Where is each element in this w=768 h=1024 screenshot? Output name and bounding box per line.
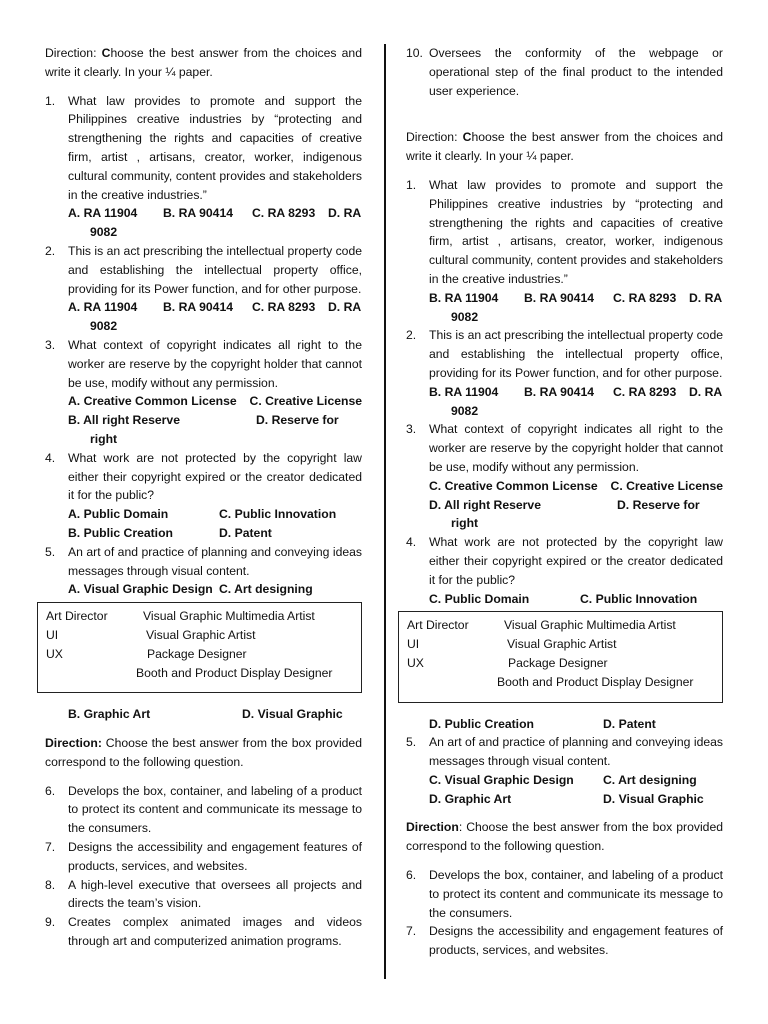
question-3: 3. What context of copyright indicates all right to the worker are reserve by the copyright holder that cannot be use, modify without any permission. — [45, 337, 362, 390]
direction-box: Direction: Choose the best answer from the box provided correspond to the following question. — [406, 820, 723, 854]
question-3-options: C. Creative Common License C. Creative License D. All right Reserve D. Reserve for right — [429, 478, 723, 531]
question-1: 1. What law provides to promote and support the Philippines creative industries by “protecting and strengthening the rights and capacities of creative firm, artist , artisans, creator, worker, indigenous cultural community, content provides and stakeholders in the creative industries.” — [45, 93, 362, 202]
question-4-options: C. Public Domain C. Public Innovation — [429, 591, 698, 606]
direction-box: Direction: Choose the best answer from the box provided correspond to the following question. — [45, 736, 362, 769]
right-column — [406, 44, 723, 960]
question-1-options: B. RA 11904 B. RA 90414 C. RA 8293 D. RA 9082 — [429, 290, 723, 324]
question-4-options: A. Public Domain C. Public Innovation B. Public Creation D. Patent — [68, 507, 337, 540]
question-9: 9. Creates complex animated images and videos through art and computerized animation programs. — [45, 915, 362, 949]
question-2-options: A. RA 11904 B. RA 90414 C. RA 8293 D. RA 9082 — [68, 300, 362, 334]
question-2: 2. This is an act prescribing the intellectual property code and establishing the intellectual property office, providing for its Power function, and for other purpose. — [45, 243, 363, 296]
question-5: 5. An art of and practice of planning and conveying ideas messages through visual content. — [45, 544, 362, 578]
direction-choices: Direction: Choose the best answer from the choices and write it clearly. In your ¼ paper. — [406, 130, 723, 164]
question-10: 10. Oversees the conformity of the webpage or operational step of the final product to the intended user experience. — [406, 46, 723, 98]
question-7: 7. Designs the accessibility and engagement features of products, services, and websites. — [406, 924, 723, 958]
question-8: 8. A high-level executive that oversees all projects and directs the team’s vision. — [45, 877, 362, 911]
left-column — [45, 44, 362, 951]
direction-choices: Direction: Choose the best answer from the choices and write it clearly. In your ¼ paper. — [45, 46, 362, 79]
question-4-options-continued: D. Public Creation D. Patent — [429, 716, 656, 731]
column-divider — [384, 44, 386, 979]
question-2-options: B. RA 11904 B. RA 90414 C. RA 8293 D. RA 9082 — [429, 384, 723, 418]
question-6: 6. Develops the box, container, and labeling of a product to protect its content and communicate its message to the consumers. — [45, 783, 362, 836]
question-6: 6. Develops the box, container, and labeling of a product to protect its content and communicate its message to the consumers. — [406, 868, 723, 920]
question-7: 7. Designs the accessibility and engagement features of products, services, and websites. — [45, 840, 362, 873]
question-5-options: C. Visual Graphic Design C. Art designing D. Graphic Art D. Visual Graphic — [429, 772, 704, 806]
question-3: 3. What context of copyright indicates all right to the worker are reserve by the copyright holder that cannot be use, modify without any permission. — [406, 422, 723, 474]
question-4: 4. What work are not protected by the copyright law either their copyright expired or the creator dedicated it for the public? — [45, 450, 362, 503]
question-5-options-continued: B. Graphic Art D. Visual Graphic — [68, 707, 343, 722]
answer-choices-box: Art Director Visual Graphic Multimedia Artist UI Visual Graphic Artist UX Package Designer Booth and Product Display Designer — [37, 602, 362, 693]
question-1: 1. What law provides to promote and support the Philippines creative industries by “protecting and strengthening the rights and capacities of creative firm, artist , artisans, creator, worker, indigenous cultural community, content provides and stakeholders in the creative industries.” — [406, 177, 723, 286]
question-3-options: A. Creative Common License C. Creative License B. All right Reserve D. Reserve for right — [68, 394, 362, 446]
question-4: 4. What work are not protected by the copyright law either their copyright expired or the creator dedicated it for the public? — [406, 535, 723, 587]
direction-label: Direction: — [45, 46, 102, 60]
answer-choices-box: Art Director Visual Graphic Multimedia Artist UI Visual Graphic Artist UX Package Designer Booth and Product Display Designer — [398, 611, 723, 702]
question-5: 5. An art of and practice of planning and conveying ideas messages through visual content. — [406, 735, 723, 769]
question-1-options: A. RA 11904 B. RA 90414 C. RA 8293 D. RA 9082 — [68, 206, 362, 240]
question-2: 2. This is an act prescribing the intellectual property code and establishing the intellectual property office, providing for its Power function, and for other purpose. — [406, 328, 724, 380]
question-5-options: A. Visual Graphic Design C. Art designing — [68, 582, 313, 597]
